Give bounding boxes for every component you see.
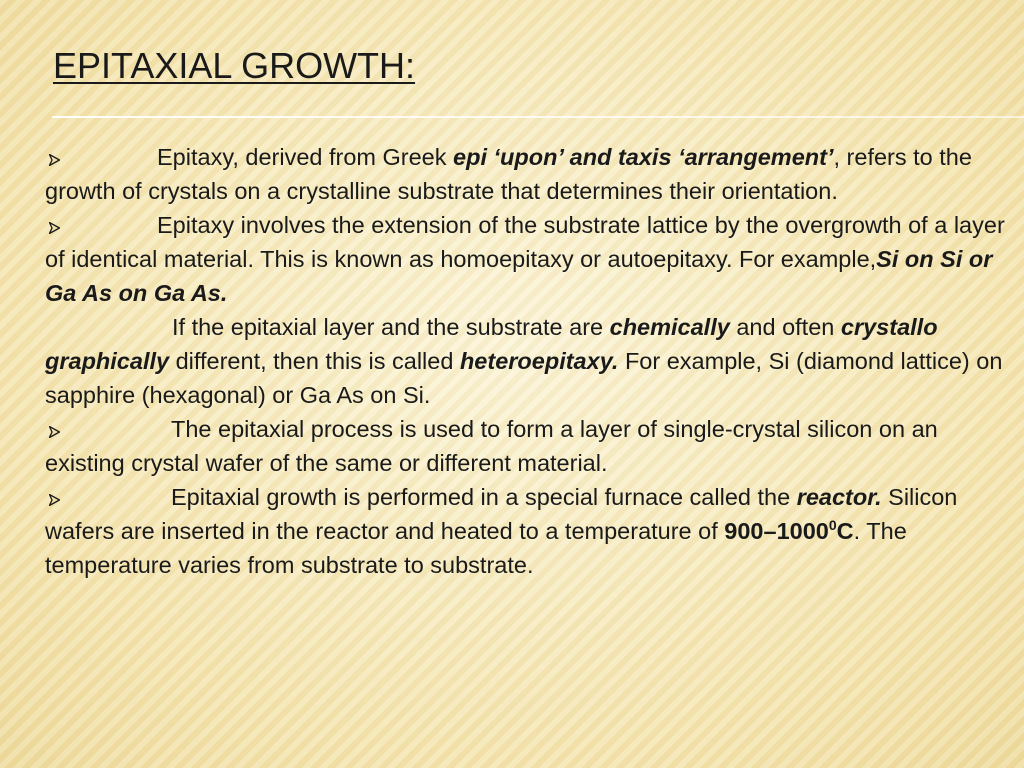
bullet-text: Silicon wafers are inserted in the reactor and heated to a temperature of xyxy=(45,484,958,544)
bullet-text: , refers to the growth of crystals on a crystalline substrate that determines their orientation. xyxy=(45,144,972,204)
degree-superscript: 0 xyxy=(828,517,837,533)
arrow-bullet-icon xyxy=(49,494,60,506)
paragraph-text: For example, Si (diamond lattice) on sapphire (hexagonal) or Ga As on Si. xyxy=(45,348,1003,408)
bullet-text: Epitaxy, derived from Greek xyxy=(157,144,454,170)
slide-body xyxy=(45,140,1005,582)
bullet-item xyxy=(45,412,1005,480)
greek-definition: epi ‘upon’ and taxis ‘arrangement’ xyxy=(453,144,834,170)
paragraph-text: If the epitaxial layer and the substrate are xyxy=(172,314,610,340)
arrow-bullet-icon xyxy=(49,426,60,438)
bullet-item xyxy=(45,480,1005,582)
slide-title: EPITAXIAL GROWTH: xyxy=(53,45,416,86)
paragraph-text: and often xyxy=(729,314,841,340)
bullet-item xyxy=(45,140,1005,208)
bullet-text: . The temperature varies from substrate to substrate. xyxy=(45,518,907,578)
paragraph-text: different, then this is called xyxy=(169,348,460,374)
emphasis-heteroepitaxy: heteroepitaxy. xyxy=(459,348,619,374)
title-divider xyxy=(52,116,1024,118)
temperature-value: 900–1000$^0$C xyxy=(724,517,854,544)
bullet-text: The epitaxial process is used to form a layer of single-crystal silicon on an existing crystal wafer of the same or different material. xyxy=(45,416,938,476)
emphasis-chemically: chemically xyxy=(609,314,730,340)
bullet-text: Epitaxy involves the extension of the substrate lattice by the overgrowth of a layer of identical material. This is known as homoepitaxy or autoepitaxy. For example, xyxy=(45,212,1005,272)
emphasis-crystallographically: crystallo graphically xyxy=(45,314,938,374)
paragraph-item xyxy=(45,310,1005,412)
homoepitaxy-example: Si on Si or Ga As on Ga As. xyxy=(45,246,993,306)
emphasis-reactor: reactor. xyxy=(796,484,882,510)
bullet-item xyxy=(45,208,1005,310)
arrow-bullet-icon xyxy=(49,222,60,234)
bullet-text: Epitaxial growth is performed in a special furnace called the xyxy=(171,484,797,510)
arrow-bullet-icon xyxy=(49,154,60,166)
